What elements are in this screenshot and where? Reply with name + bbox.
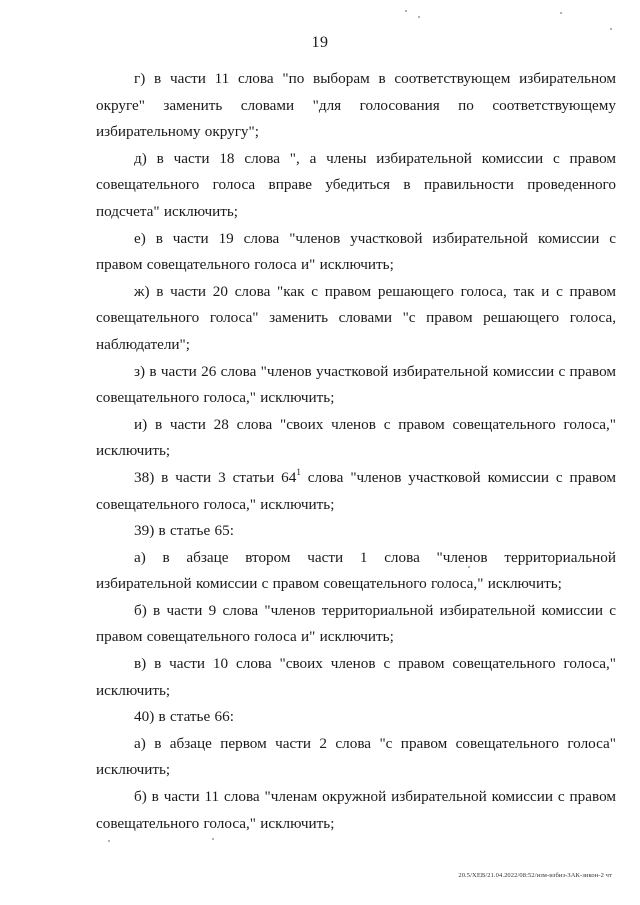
paragraph-39-b: б) в части 9 слова "членов территориальной избирательной комиссии с правом совещательного голоса и" исключить; bbox=[96, 601, 616, 646]
footer-document-code: 20.5/ХЕВ/21.04.2022/08:52/изм-избиз-ЗАК-зикон-2 чт bbox=[458, 872, 612, 879]
scan-speck bbox=[468, 566, 470, 568]
scan-speck bbox=[418, 16, 420, 18]
paragraph-39-v: в) в части 10 слова "своих членов с правом совещательного голоса," исключить; bbox=[96, 655, 616, 699]
scan-speck bbox=[108, 840, 110, 842]
article-superscript: 1 bbox=[296, 466, 301, 477]
scan-speck bbox=[212, 838, 214, 840]
paragraph-40-a: а) в абзаце первом части 2 слова "с правом совещательного голоса" исключить; bbox=[96, 734, 616, 779]
paragraph-40-b: б) в части 11 слова "членам окружной избирательной комиссии с правом совещательного голоса," исключить; bbox=[96, 788, 616, 832]
paragraph-38-before: 38) в части 3 статьи 64 bbox=[134, 468, 297, 486]
scan-speck bbox=[560, 12, 562, 14]
paragraph-zh: ж) в части 20 слова "как с правом решающего голоса, так и с правом совещательного голоса" заменить словами "с правом решающего голоса, наблюдатели"; bbox=[96, 282, 616, 353]
document-body bbox=[96, 66, 616, 837]
page-number: 19 bbox=[311, 34, 329, 51]
paragraph-z: з) в части 26 слова "членов участковой избирательной комиссии с правом совещательного голоса," исключить; bbox=[96, 362, 616, 407]
paragraph-39-a: а) в абзаце втором части 1 слова "членов территориальной избирательной комиссии с правом совещательного голоса," исключить; bbox=[96, 548, 616, 593]
paragraph-38 bbox=[96, 465, 616, 518]
scan-speck bbox=[610, 28, 612, 30]
paragraph-e: е) в части 19 слова "членов участковой избирательной комиссии с правом совещательного голоса и" исключить; bbox=[96, 229, 616, 274]
paragraph-40: 40) в статье 66: bbox=[134, 708, 234, 726]
paragraph-d: д) в части 18 слова ", а члены избирательной комиссии с правом совещательного голоса вправе убедиться в правильности проведенного подсчета" исключить; bbox=[96, 149, 616, 220]
paragraph-i: и) в части 28 слова "своих членов с правом совещательного голоса," исключить; bbox=[96, 415, 616, 460]
paragraph-g: г) в части 11 слова "по выборам в соответствующем избирательном округе" заменить словами "для голосования по соответствующему избирательному округу"; bbox=[96, 70, 616, 141]
paragraph-38-after: слова "членов участковой комиссии с правом совещательного голоса," исключить; bbox=[96, 468, 617, 513]
scan-speck bbox=[405, 10, 407, 12]
paragraph-39: 39) в статье 65: bbox=[134, 522, 234, 540]
